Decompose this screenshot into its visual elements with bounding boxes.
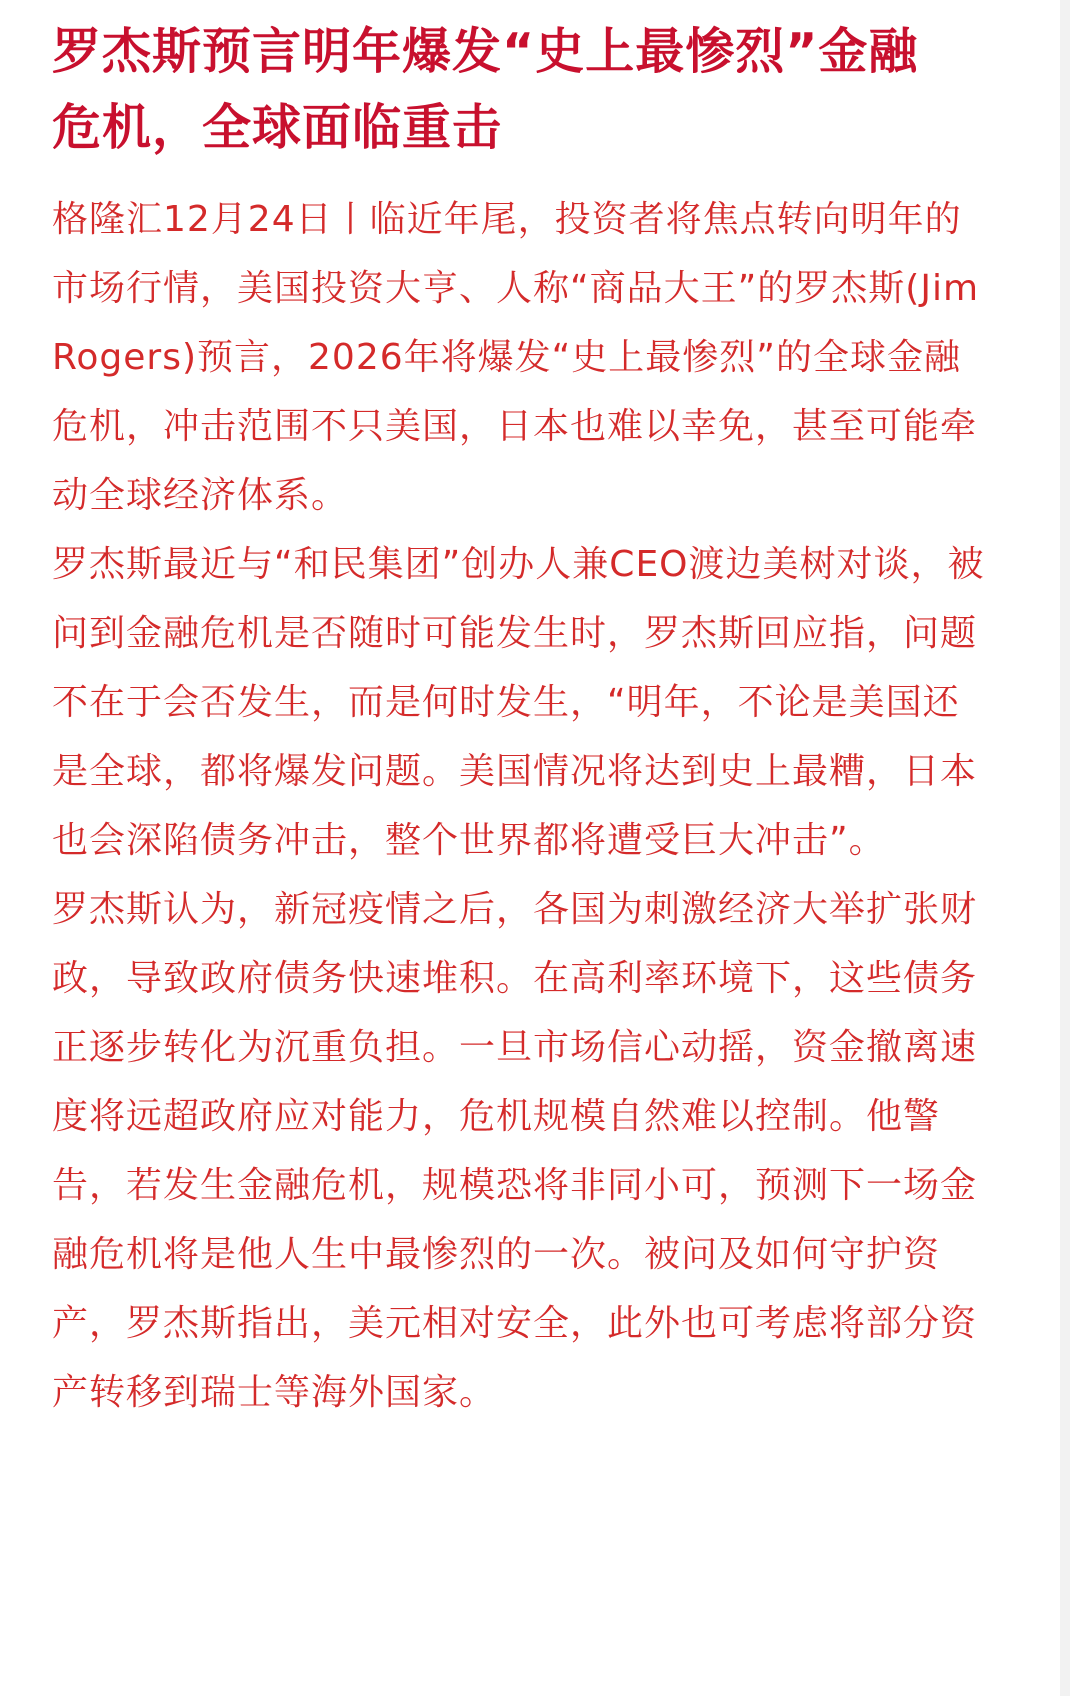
article — [52, 0, 992, 1427]
article-paragraph-3: 罗杰斯认为，新冠疫情之后，各国为刺激经济大举扩张财政，导致政府债务快速堆积。在高利率环境下，这些债务正逐步转化为沉重负担。一旦市场信心动摇，资金撤离速度将远超政府应对能力，危机规模自然难以控制。他警告，若发生金融危机，规模恐将非同小可，预测下一场金融危机将是他人生中最惨烈的一次。被问及如何守护资产，罗杰斯指出，美元相对安全，此外也可考虑将部分资产转移到瑞士等海外国家。 — [52, 889, 978, 1413]
article-title: 罗杰斯预言明年爆发“史上最惨烈”金融危机，全球面临重击 — [52, 23, 919, 156]
article-paragraph-1: 格隆汇12月24日丨临近年尾，投资者将焦点转向明年的市场行情，美国投资大亨、人称“商品大王”的罗杰斯(Jim Rogers)预言，2026年将爆发“史上最惨烈”的全球金融危机，冲击范围不只美国，日本也难以幸免，甚至可能牵动全球经济体系。 — [52, 199, 980, 516]
page-edge — [1060, 0, 1070, 1696]
article-paragraph-2: 罗杰斯最近与“和民集团”创办人兼CEO渡边美树对谈，被问到金融危机是否随时可能发生时，罗杰斯回应指，问题不在于会否发生，而是何时发生，“明年，不论是美国还是全球，都将爆发问题。美国情况将达到史上最糟，日本也会深陷债务冲击，整个世界都将遭受巨大冲击”。 — [52, 544, 985, 861]
